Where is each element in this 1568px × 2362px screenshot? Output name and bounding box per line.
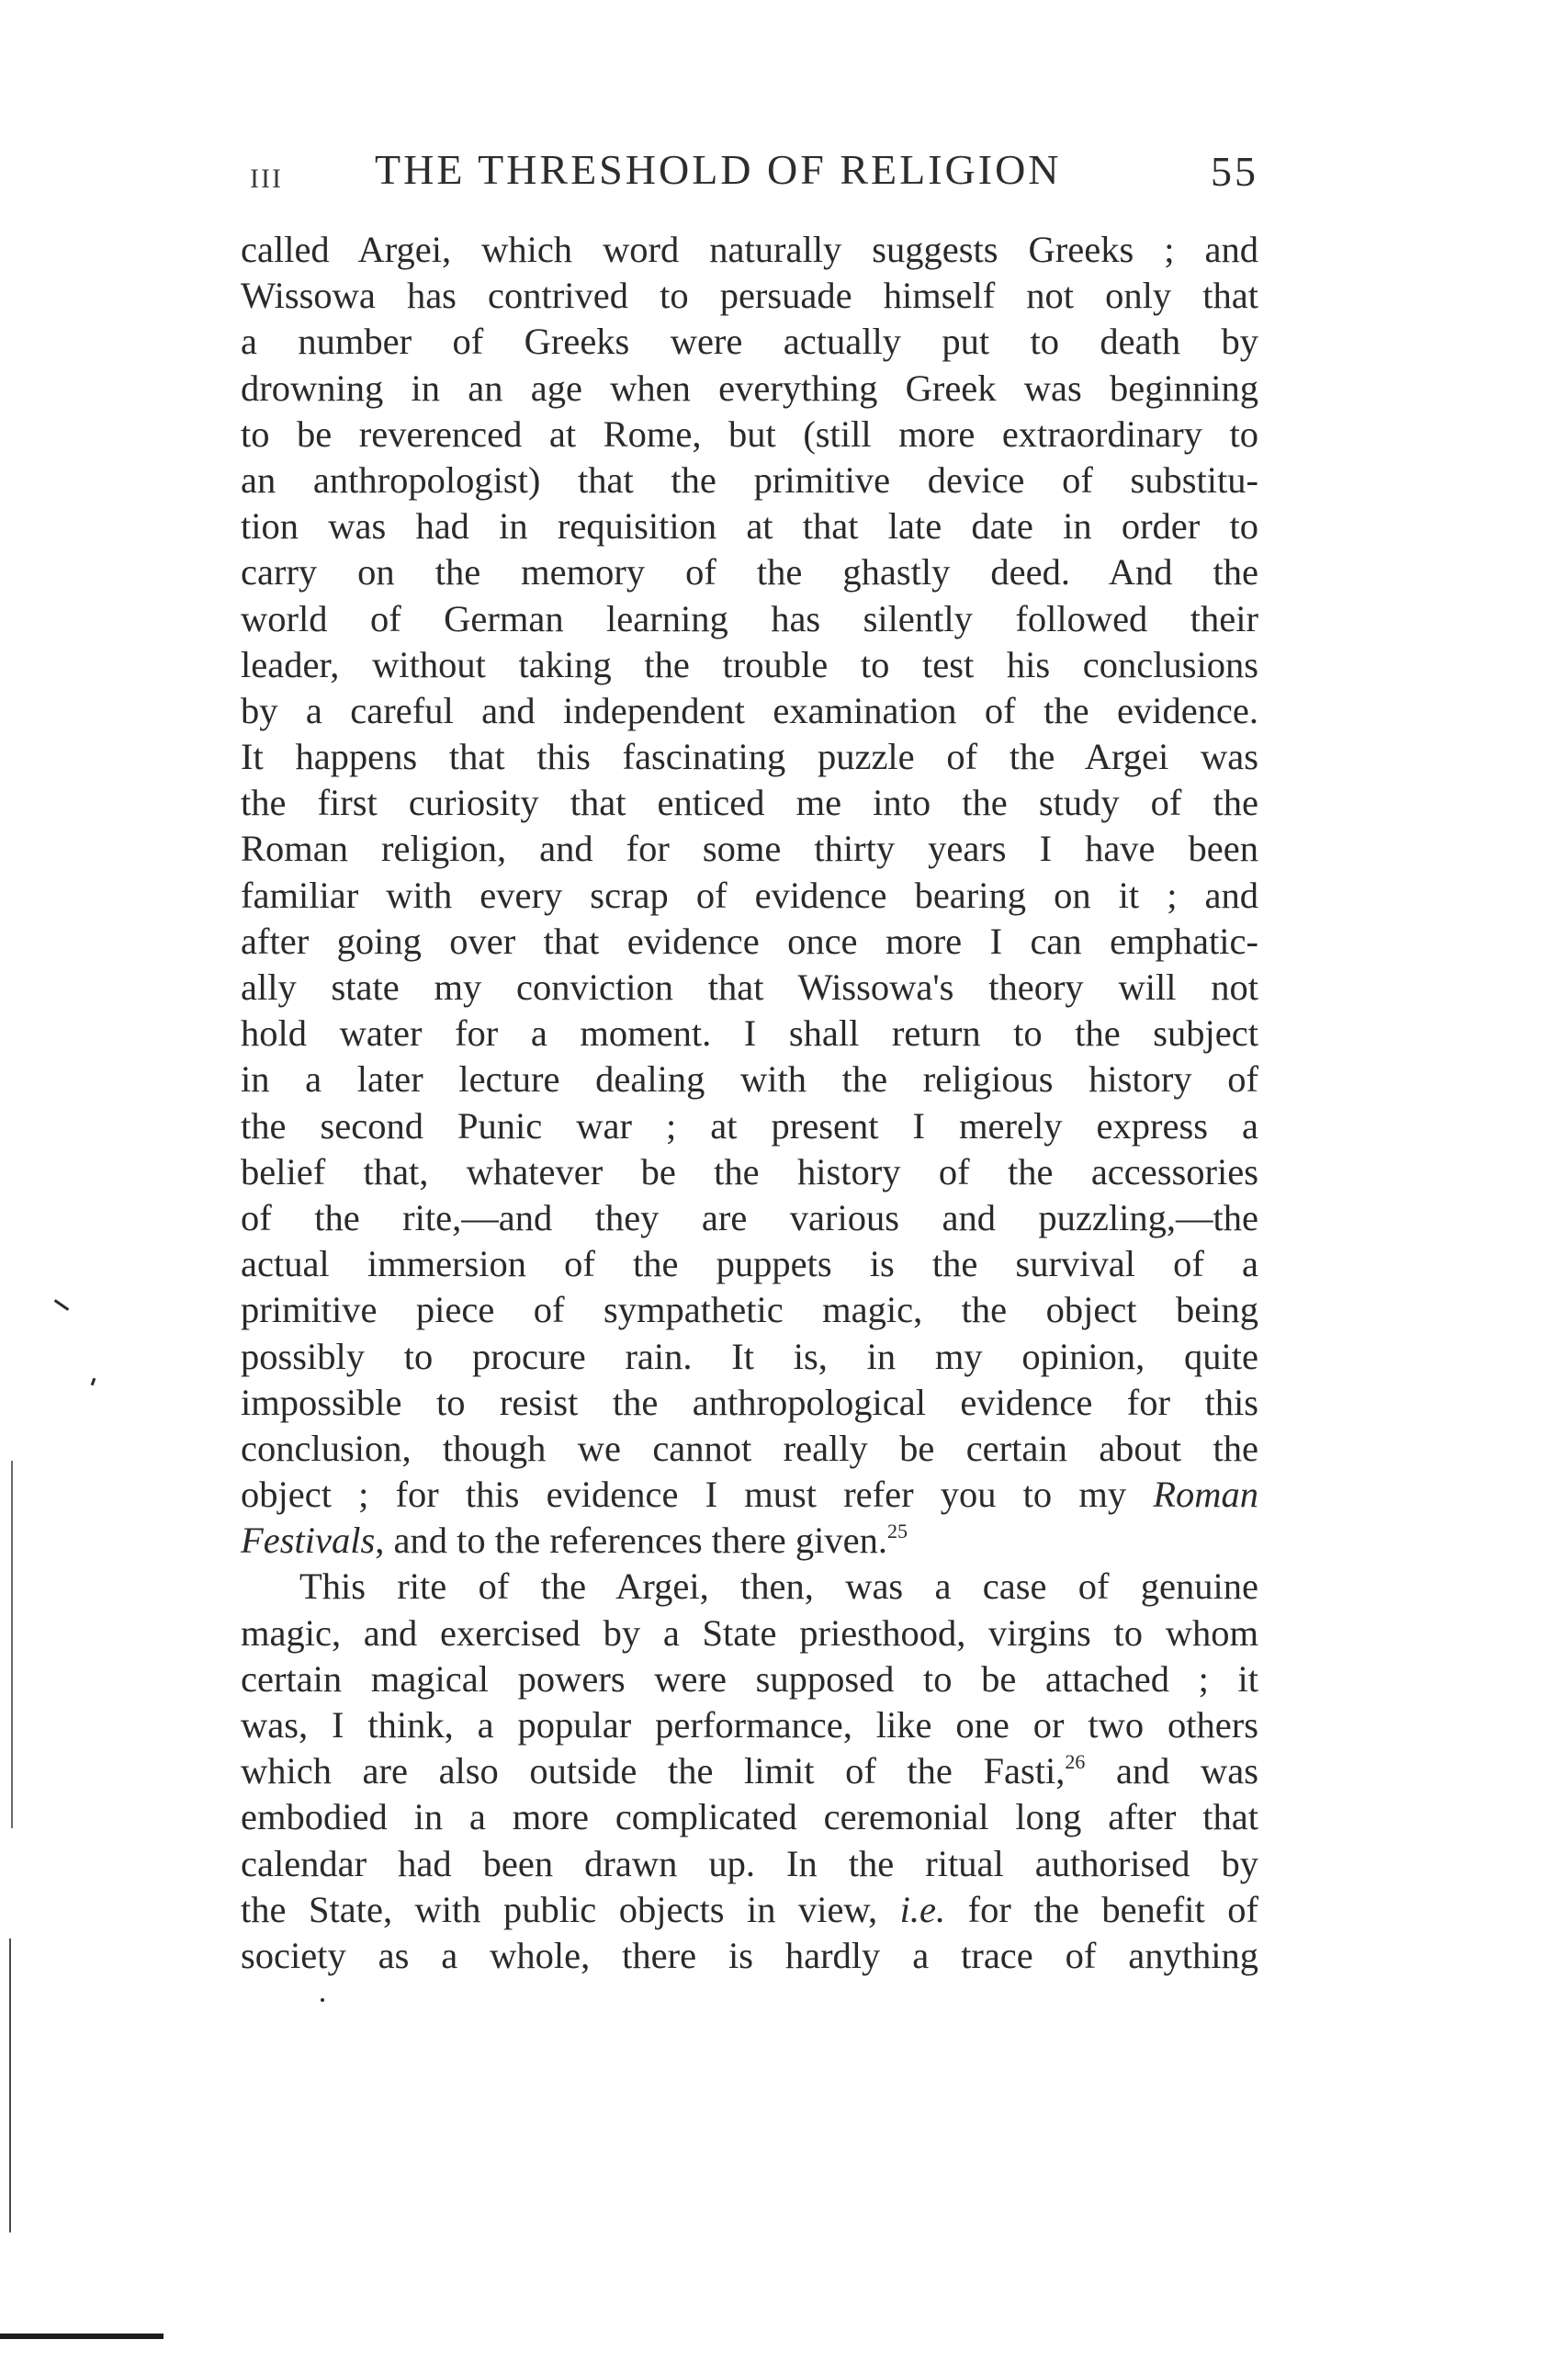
text-line-19: in a later lecture dealing with the religious history of bbox=[241, 1058, 1258, 1101]
book-title-roman: Roman bbox=[1153, 1474, 1258, 1516]
text-line-9: world of German learning has silently followed their bbox=[241, 597, 1258, 639]
running-head bbox=[237, 145, 1258, 200]
margin-rule-upper bbox=[11, 1461, 13, 1828]
text-line-27: conclusion, though we cannot really be certain about the bbox=[241, 1427, 1258, 1469]
body-text bbox=[241, 227, 1258, 1979]
text-line-16: after going over that evidence once more I can emphatic- bbox=[241, 920, 1258, 962]
text-line-36: calendar had been drawn up. In the ritual authorised by bbox=[241, 1842, 1258, 1884]
text-line-23: actual immersion of the puppets is the survival of a bbox=[241, 1243, 1258, 1285]
text-line-3: a number of Greeks were actually put to death by bbox=[241, 321, 1258, 363]
text-line-1: called Argei, which word naturally suggests Greeks ; and bbox=[241, 229, 1258, 270]
book-title-festivals: Festivals bbox=[241, 1520, 376, 1562]
footnote-marker-26[interactable]: 26 bbox=[1065, 1750, 1086, 1774]
footnote-marker-25[interactable]: 25 bbox=[886, 1520, 908, 1543]
text-line-38: society as a whole, there is hardly a trace of anything bbox=[241, 1934, 1258, 1976]
text-line-37: the State, with public objects in view, i.e. for the benefit of bbox=[241, 1888, 1258, 1930]
text-line-12: It happens that this fascinating puzzle of the Argei was bbox=[241, 736, 1258, 778]
margin-rule-lower bbox=[9, 1938, 11, 2232]
chapter-number: III bbox=[250, 164, 283, 194]
text-line-31: magic, and exercised by a State priesthood, virgins to whom bbox=[241, 1611, 1258, 1654]
text-line-17: ally state my conviction that Wissowa's theory will not bbox=[241, 966, 1258, 1008]
text-line-5: to be reverenced at Rome, but (still more extraordinary to bbox=[241, 413, 1258, 455]
text-line-30: This rite of the Argei, then, was a case of genuine bbox=[299, 1565, 1258, 1608]
text-line-28: object ; for this evidence I must refer you to my Roman bbox=[241, 1474, 1258, 1516]
margin-dot-mark bbox=[91, 1378, 96, 1386]
text-line-4: drowning in an age when everything Greek was beginning bbox=[241, 367, 1258, 409]
text-line-10: leader, without taking the trouble to test his conclusions bbox=[241, 643, 1258, 685]
text-line-24: primitive piece of sympathetic magic, the object being bbox=[241, 1289, 1258, 1331]
text-line-25: possibly to procure rain. It is, in my opinion, quite bbox=[241, 1335, 1258, 1377]
text-line-35: embodied in a more complicated ceremonial long after that bbox=[241, 1796, 1258, 1838]
text-line-34: which are also outside the limit of the Fasti,$^{26}$ and was bbox=[241, 1750, 1258, 1792]
text-line-33: was, I think, a popular performance, like one or two others bbox=[241, 1704, 1258, 1746]
stray-dot-mark bbox=[321, 1998, 324, 2002]
text-line-15: familiar with every scrap of evidence bearing on it ; and bbox=[241, 874, 1258, 916]
text-line-11: by a careful and independent examination of the evidence. bbox=[241, 689, 1258, 731]
text-line-32: certain magical powers were supposed to be attached ; it bbox=[241, 1657, 1258, 1700]
text-line-18: hold water for a moment. I shall return to the subject bbox=[241, 1012, 1258, 1055]
text-line-22: of the rite,—and they are various and puzzling,—the bbox=[241, 1196, 1258, 1238]
text-line-7: tion was had in requisition at that late date in order to bbox=[241, 505, 1258, 548]
text-line-8: carry on the memory of the ghastly deed. And the bbox=[241, 551, 1258, 593]
running-title: THE THRESHOLD OF RELIGION bbox=[375, 146, 1062, 193]
text-line-20: the second Punic war ; at present I merely express a bbox=[241, 1104, 1258, 1147]
margin-tick-mark bbox=[54, 1299, 69, 1311]
text-line-13: the first curiosity that enticed me into the study of the bbox=[241, 782, 1258, 824]
text-line-6: an anthropologist) that the primitive device of substitu- bbox=[241, 458, 1258, 501]
abbreviation-ie: i.e. bbox=[899, 1888, 946, 1930]
text-line-2: Wissowa has contrived to persuade himself not only that bbox=[241, 275, 1258, 317]
text-line-21: belief that, whatever be the history of the accessories bbox=[241, 1150, 1258, 1192]
text-line-14: Roman religion, and for some thirty years I have been bbox=[241, 828, 1258, 870]
page-number: 55 bbox=[1211, 148, 1258, 195]
text-line-26: impossible to resist the anthropological evidence for this bbox=[241, 1381, 1258, 1423]
bottom-edge-mark bbox=[0, 2334, 164, 2339]
text-line-29: Festivals, and to the references there given.$^{25}$ bbox=[241, 1520, 908, 1562]
